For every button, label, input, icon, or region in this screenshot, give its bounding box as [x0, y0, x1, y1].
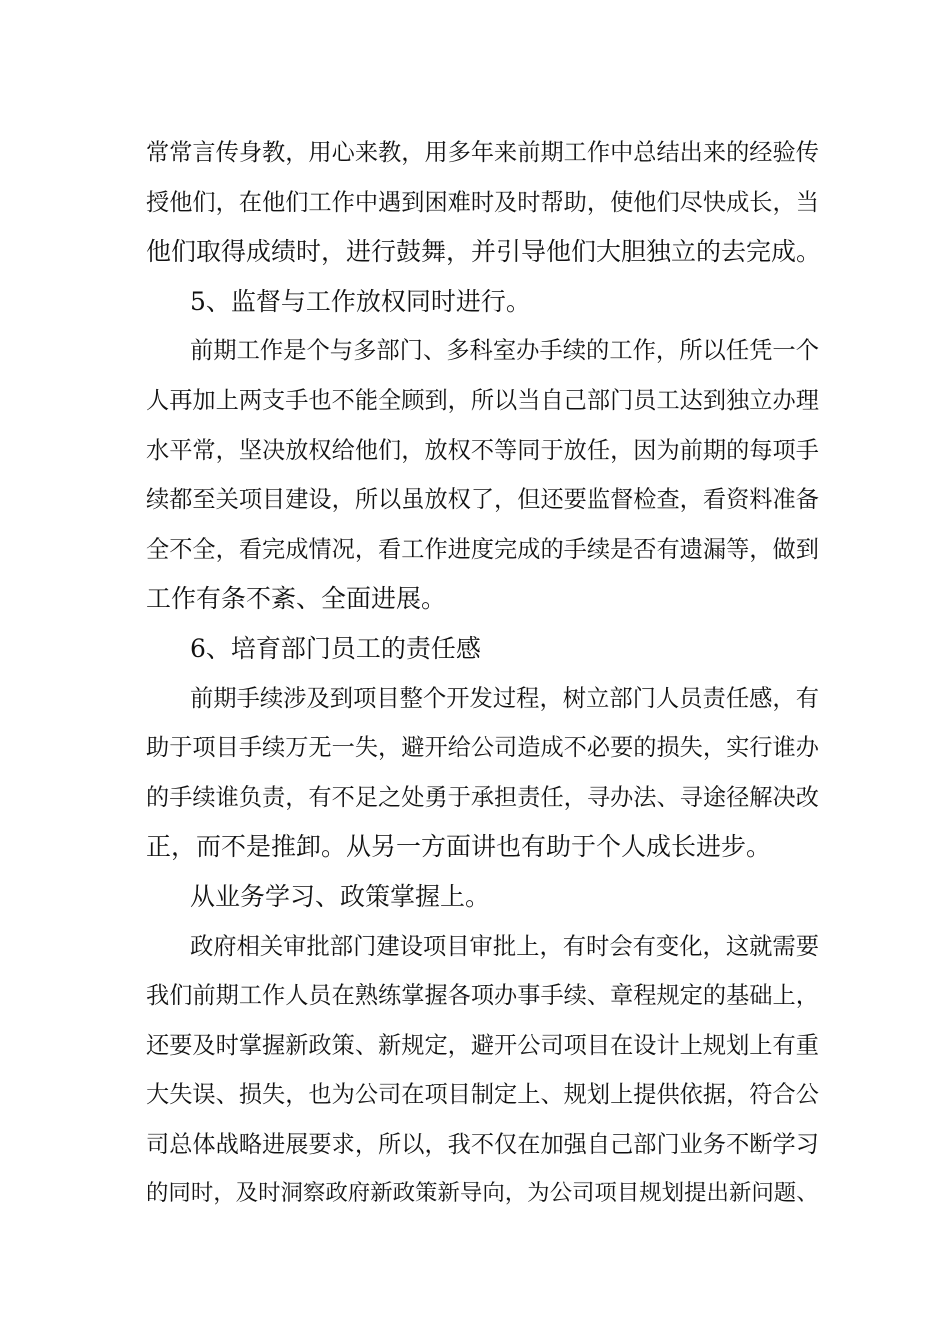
text-line: 他们取得成绩时，进行鼓舞，并引导他们大胆独立的去完成。 — [146, 237, 822, 267]
text-line: 授他们，在他们工作中遇到困难时及时帮助，使他们尽快成长，当 — [146, 188, 819, 216]
paragraph-start: 前期手续涉及到项目整个开发过程，树立部门人员责任感，有 — [190, 684, 820, 712]
section-heading-6: 6、培育部门员工的责任感 — [190, 633, 481, 663]
text-line: 人再加上两支手也不能全顾到，所以当自己部门员工达到独立办理 — [146, 386, 819, 414]
text-line: 的手续谁负责，有不足之处勇于承担责任，寻办法、寻途径解决改 — [146, 783, 819, 811]
text-line: 水平常，坚决放权给他们，放权不等同于放任，因为前期的每项手 — [146, 436, 819, 464]
text-line: 的同时，及时洞察政府新政策新导向，为公司项目规划提出新问题、 — [146, 1180, 819, 1207]
text-line: 全不全，看完成情况，看工作进度完成的手续是否有遗漏等，做到 — [146, 535, 819, 563]
text-line: 工作有条不紊、全面进展。 — [146, 584, 447, 614]
text-line: 司总体战略进展要求，所以，我不仅在加强自己部门业务不断学习 — [146, 1130, 819, 1158]
section-heading-policy: 从业务学习、政策掌握上。 — [190, 881, 491, 911]
text-line: 我们前期工作人员在熟练掌握各项办事手续、章程规定的基础上， — [146, 982, 819, 1010]
paragraph-start: 政府相关审批部门建设项目审批上，有时会有变化，这就需要 — [190, 932, 820, 960]
text-line: 常常言传身教，用心来教，用多年来前期工作中总结出来的经验传 — [146, 139, 819, 166]
text-line: 助于项目手续万无一失，避开给公司造成不必要的损失，实行谁办 — [146, 734, 819, 762]
body-text — [146, 128, 826, 1219]
text-line: 还要及时掌握新政策、新规定，避开公司项目在设计上规划上有重 — [146, 1031, 819, 1059]
text-line: 大失误、损失，也为公司在项目制定上、规划上提供依据，符合公 — [146, 1081, 819, 1109]
text-line: 续都至关项目建设，所以虽放权了，但还要监督检查，看资料准备 — [146, 486, 819, 514]
paragraph-start: 前期工作是个与多部门、多科室办手续的工作，所以任凭一个 — [190, 337, 820, 365]
section-heading-5: 5、监督与工作放权同时进行。 — [190, 286, 531, 316]
text-line: 正，而不是推卸。从另一方面讲也有助于个人成长进步。 — [146, 832, 772, 862]
